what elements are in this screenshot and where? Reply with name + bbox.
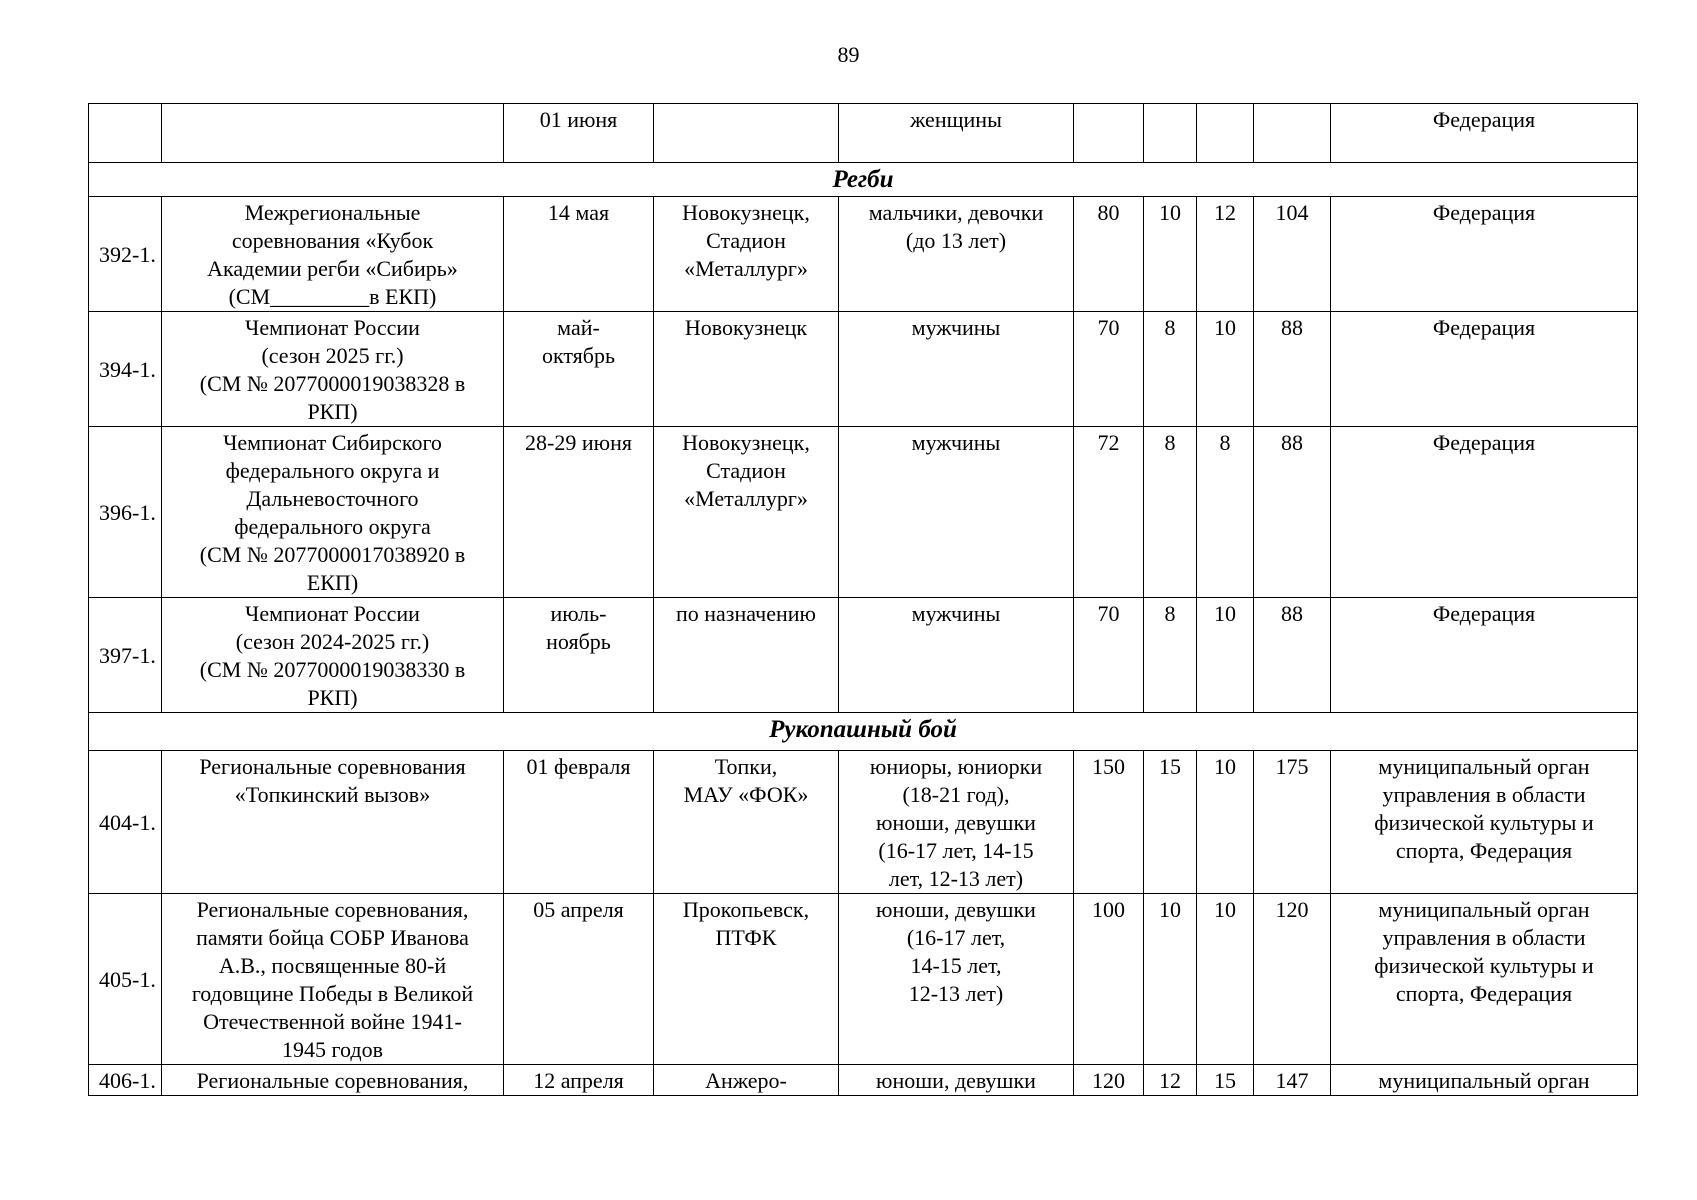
row-number-cell: 397-1. [89, 598, 162, 713]
section-title: Регби [89, 163, 1638, 197]
event-date-cell: 01 февраля [504, 751, 654, 894]
organizer-cell: Федерация [1331, 598, 1638, 713]
event-date-cell: 28-29 июня [504, 427, 654, 598]
count-judges-cell: 10 [1197, 312, 1254, 427]
event-date-cell: 12 апреля [504, 1065, 654, 1096]
count-judges-cell: 8 [1197, 427, 1254, 598]
participants-cell: мужчины [839, 427, 1074, 598]
event-date-cell: 01 июня [504, 104, 654, 163]
event-name-cell: Чемпионат России (сезон 2025 гг.) (СМ № 2077000019038328 в РКП) [162, 312, 504, 427]
row-number-cell: 396-1. [89, 427, 162, 598]
section-header-row [89, 163, 1638, 197]
count-judges-cell: 15 [1197, 1065, 1254, 1096]
participants-cell: мальчики, девочки (до 13 лет) [839, 197, 1074, 312]
event-place-cell: Прокопьевск, ПТФК [654, 894, 839, 1065]
count-coaches-cell [1144, 104, 1197, 163]
event-place-cell: Новокузнецк [654, 312, 839, 427]
event-name-cell: Региональные соревнования, памяти бойца СОБР Иванова А.В., посвященные 80-й годовщине Победы в Великой Отечественной войне 1941- 1945 годов [162, 894, 504, 1065]
event-name-cell: Региональные соревнования «Топкинский вызов» [162, 751, 504, 894]
event-name-cell: Чемпионат Сибирского федерального округа и Дальневосточного федерального округа (СМ № 2077000017038920 в ЕКП) [162, 427, 504, 598]
row-number-cell: 405-1. [89, 894, 162, 1065]
table-row [89, 197, 1638, 312]
participants-cell: женщины [839, 104, 1074, 163]
section-header-row [89, 713, 1638, 751]
event-name-cell [162, 104, 504, 163]
count-athletes-cell: 72 [1074, 427, 1144, 598]
count-athletes-cell: 100 [1074, 894, 1144, 1065]
count-coaches-cell: 15 [1144, 751, 1197, 894]
count-judges-cell: 10 [1197, 751, 1254, 894]
row-number-cell: 392-1. [89, 197, 162, 312]
organizer-cell: Федерация [1331, 104, 1638, 163]
event-place-cell: Анжеро- [654, 1065, 839, 1096]
count-total-cell: 88 [1254, 427, 1331, 598]
table-body [89, 104, 1638, 1096]
event-name-cell: Региональные соревнования, [162, 1065, 504, 1096]
organizer-cell: Федерация [1331, 427, 1638, 598]
section-title: Рукопашный бой [89, 713, 1638, 751]
count-athletes-cell: 80 [1074, 197, 1144, 312]
table-row [89, 104, 1638, 163]
organizer-cell: муниципальный орган управления в области физической культуры и спорта, Федерация [1331, 751, 1638, 894]
event-name-cell: Межрегиональные соревнования «Кубок Академии регби «Сибирь» (СМ_________в ЕКП) [162, 197, 504, 312]
page-number: 89 [837, 42, 860, 67]
organizer-cell: Федерация [1331, 197, 1638, 312]
organizer-cell: муниципальный орган управления в области физической культуры и спорта, Федерация [1331, 894, 1638, 1065]
count-athletes-cell: 150 [1074, 751, 1144, 894]
row-number-cell [89, 104, 162, 163]
row-number-cell: 394-1. [89, 312, 162, 427]
table-row [89, 1065, 1638, 1096]
count-total-cell: 120 [1254, 894, 1331, 1065]
count-coaches-cell: 10 [1144, 197, 1197, 312]
count-judges-cell: 10 [1197, 598, 1254, 713]
count-total-cell: 175 [1254, 751, 1331, 894]
events-table [88, 103, 1638, 1096]
count-athletes-cell: 120 [1074, 1065, 1144, 1096]
count-judges-cell [1197, 104, 1254, 163]
count-total-cell: 147 [1254, 1065, 1331, 1096]
count-athletes-cell: 70 [1074, 598, 1144, 713]
event-place-cell: Новокузнецк, Стадион «Металлург» [654, 427, 839, 598]
count-athletes-cell [1074, 104, 1144, 163]
count-judges-cell: 10 [1197, 894, 1254, 1065]
count-judges-cell: 12 [1197, 197, 1254, 312]
event-date-cell: июль- ноябрь [504, 598, 654, 713]
row-number-cell: 404-1. [89, 751, 162, 894]
count-coaches-cell: 8 [1144, 427, 1197, 598]
count-total-cell: 104 [1254, 197, 1331, 312]
table-row [89, 312, 1638, 427]
event-place-cell: по назначению [654, 598, 839, 713]
participants-cell: мужчины [839, 312, 1074, 427]
count-coaches-cell: 10 [1144, 894, 1197, 1065]
table-row [89, 598, 1638, 713]
row-number-cell: 406-1. [89, 1065, 162, 1096]
event-date-cell: 14 мая [504, 197, 654, 312]
table-row [89, 894, 1638, 1065]
organizer-cell: муниципальный орган [1331, 1065, 1638, 1096]
count-coaches-cell: 8 [1144, 598, 1197, 713]
participants-cell: юноши, девушки [839, 1065, 1074, 1096]
count-total-cell [1254, 104, 1331, 163]
count-total-cell: 88 [1254, 312, 1331, 427]
participants-cell: юноши, девушки (16-17 лет, 14-15 лет, 12-13 лет) [839, 894, 1074, 1065]
table-row [89, 751, 1638, 894]
organizer-cell: Федерация [1331, 312, 1638, 427]
table-row [89, 427, 1638, 598]
count-athletes-cell: 70 [1074, 312, 1144, 427]
event-place-cell: Топки, МАУ «ФОК» [654, 751, 839, 894]
event-date-cell: 05 апреля [504, 894, 654, 1065]
event-place-cell: Новокузнецк, Стадион «Металлург» [654, 197, 839, 312]
participants-cell: юниоры, юниорки (18-21 год), юноши, девушки (16-17 лет, 14-15 лет, 12-13 лет) [839, 751, 1074, 894]
event-date-cell: май- октябрь [504, 312, 654, 427]
participants-cell: мужчины [839, 598, 1074, 713]
event-name-cell: Чемпионат России (сезон 2024-2025 гг.) (СМ № 2077000019038330 в РКП) [162, 598, 504, 713]
event-place-cell [654, 104, 839, 163]
count-total-cell: 88 [1254, 598, 1331, 713]
count-coaches-cell: 8 [1144, 312, 1197, 427]
count-coaches-cell: 12 [1144, 1065, 1197, 1096]
